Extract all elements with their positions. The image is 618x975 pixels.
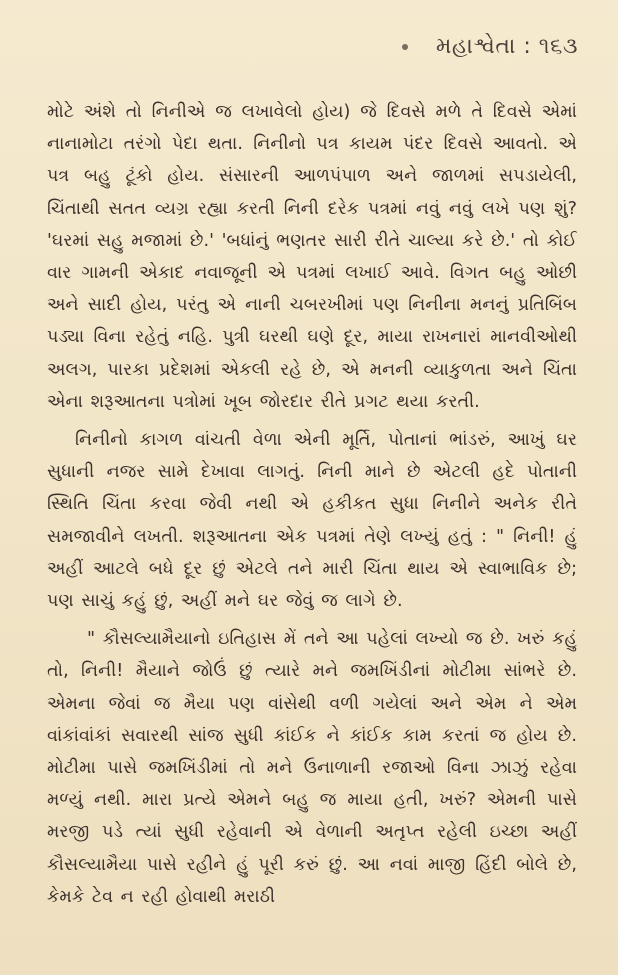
running-head: મહાશ્વેતા : ૧૬૩ (435, 34, 578, 59)
paragraph-3: " કૌસલ્યામૈયાનો ઇતિહાસ મેં તને આ પહેલાં લખ્યો જ છે. ખરું કહું તો, નિની! મૈયાને જોઉં છું ત્યારે મને જમખિંડીનાં મોટીમા સાંભરે છે. એમના જેવાં જ મૈયા પણ વાંસેથી વળી ગયેલાં અને એમ ને એમ વાંકાંવાંકાં સવારથી સાંજ સુધી કાંઈક ને કાંઈક કામ કરતાં જ હોય છે. મોટીમા પાસે જમખિંડીમાં તો મને ઉનાળાની રજાઓ વિના ઝાઝું રહેવા મળ્યું નથી. મારા પ્રત્યે એમને બહુ જ માયા હતી, ખરું? એમની પાસે મરજી પડે ત્યાં સુધી રહેવાની એ વેળાની અતૃપ્ત રહેલી ઇચ્છા અહીં કૌસલ્યામૈયા પાસે રહીને હું પૂરી કરું છું. આ નવાં માજી હિંદી બોલે છે, કેમકે ટેવ ન રહી હોવાથી મરાઠી (47, 629, 577, 907)
page-body (47, 96, 577, 955)
paragraph-2: નિનીનો કાગળ વાંચતી વેળા એની મૂર્તિ, પોતાનાં ભાંડરું, આખું ઘર સુધાની નજર સામે દેખાવા લાગતું. નિની માને છે એટલી હદે પોતાની સ્થિતિ ચિંતા કરવા જેવી નથી એ હકીકત સુધા નિનીને અનેક રીતે સમજાવીને લખતી. શરૂઆતના એક પત્રમાં તેણે લખ્યું હતું : " નિની! હું અહીં આટલે બધે દૂર છું એટલે તને મારી ચિંતા થાય એ સ્વાભાવિક છે; પણ સાચું કહું છું, અહીં મને ઘર જેવું જ લાગે છે. (47, 430, 577, 612)
header-bullet (402, 44, 408, 50)
paragraph-1: મોટે અંશે તો નિનીએ જ લખાવેલો હોય) જે દિવસે મળે તે દિવસે એમાં નાનામોટા તરંગો પેદા થતા. નિનીનો પત્ર કાયમ પંદર દિવસે આવતો. એ પત્ર બહુ ટૂંકો હોય. સંસારની આળપંપાળ અને જાળમાં સપડાયેલી, ચિંતાથી સતત વ્યગ્ર રહ્યા કરતી નિની દરેક પત્રમાં નવું નવું લખે પણ શું? 'ઘરમાં સહુ મજામાં છે.' 'બધાંનું ભણતર સારી રીતે ચાલ્યા કરે છે.' તો કોઈ વાર ગામની એકાદ નવાજૂની એ પત્રમાં લખાઈ આવે. વિગત બહુ ઓછી અને સાદી હોય, પરંતુ એ નાની ચબરખીમાં પણ નિનીના મનનું પ્રતિબિંબ પડ્યા વિના રહેતું નહિ. પુત્રી ઘરથી ઘણે દૂર, માયા રાખનારાં માનવીઓથી અલગ, પારકા પ્રદેશમાં એકલી રહે છે, એ મનની વ્યાકુળતા અને ચિંતા એના શરૂઆતના પત્રોમાં ખૂબ જોરદાર રીતે પ્રગટ થયા કરતી. (47, 102, 577, 412)
page-header (402, 36, 578, 58)
